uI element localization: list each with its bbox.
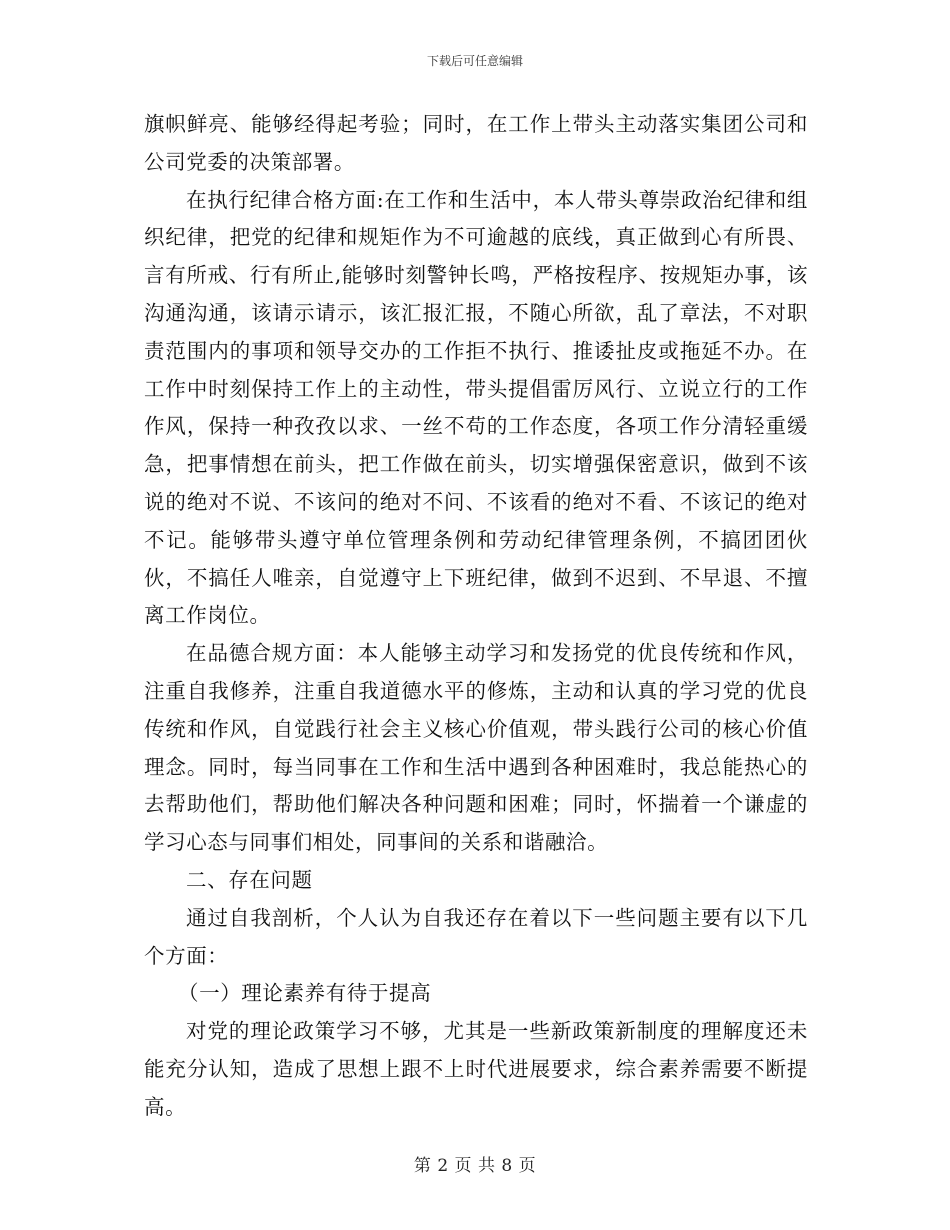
subsection-heading-theory: （一）理论素养有待于提高 [178,981,432,1006]
page-number: 第 2 页 共 8 页 [413,1156,537,1176]
paragraph-self-analysis: 通过自我剖析，个人认为自我还存在着以下一些问题主要有以下几个方面： [144,905,808,968]
paragraph-morality: 在品德合规方面：本人能够主动学习和发扬党的优良传统和作风，注重自我修养，注重自我道德水平的修炼，主动和认真的学习党的优良传统和作风，自觉践行社会主义核心价值观，带头践行公司的核心价值理念。同时，每当同事在工作和生活中遇到各种困难时，我总能热心的去帮助他们，帮助他们解决各种问题和困难；同时，怀揣着一个谦虚的学习心态与同事们相处，同事间的关系和谐融洽。 [144,641,808,855]
section-heading-problems: 二、存在问题 [186,867,313,892]
paragraph-discipline: 在执行纪律合格方面:在工作和生活中，本人带头尊崇政治纪律和组织纪律，把党的纪律和规矩作为不可逾越的底线，真正做到心有所畏、言有所戒、行有所止,能够时刻警钟长鸣，严格按程序、按规矩办事，该沟通沟通，该请示请示，该汇报汇报，不随心所欲，乱了章法，不对职责范围内的事项和领导交办的工作拒不执行、推诿扯皮或拖延不办。在工作中时刻保持工作上的主动性，带头提倡雷厉风行、立说立行的工作作风，保持一种孜孜以求、一丝不苟的工作态度，各项工作分清轻重缓急，把事情想在前头，把工作做在前头，切实增强保密意识，做到不该说的绝对不说、不该问的绝对不问、不该看的绝对不看、不该记的绝对不记。能够带头遵守单位管理条例和劳动纪律管理条例，不搞团团伙伙，不搞任人唯亲，自觉遵守上下班纪律，做到不迟到、不早退、不擅离工作岗位。 [144,187,808,628]
page-header: 下载后可任意编辑 [426,54,523,68]
paragraph-continuation: 旗帜鲜亮、能够经得起考验；同时，在工作上带头主动落实集团公司和公司党委的决策部署。 [144,112,808,174]
document-body [144,106,808,1127]
paragraph-theory: 对党的理论政策学习不够，尤其是一些新政策新制度的理解度还未能充分认知，造成了思想上跟不上时代进展要求，综合素养需要不断提高。 [144,1019,808,1119]
